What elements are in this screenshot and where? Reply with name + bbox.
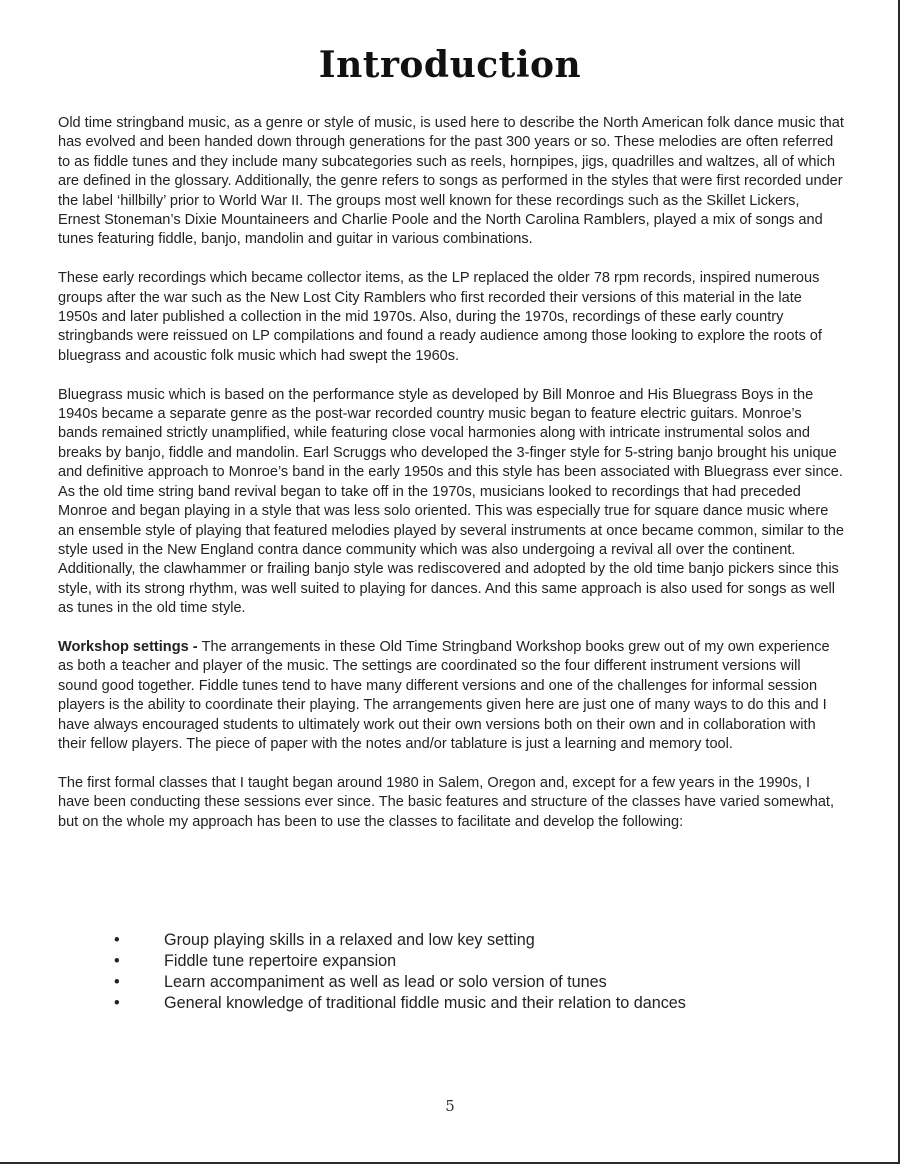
list-item-text: General knowledge of traditional fiddle music and their relation to dances <box>164 994 686 1012</box>
bullet-icon: • <box>114 931 120 949</box>
goals-list <box>108 930 808 1014</box>
list-item <box>108 951 808 972</box>
workshop-settings-label: Workshop settings - <box>58 638 202 655</box>
paragraph-classes: The first formal classes that I taught began around 1980 in Salem, Oregon and, except for a few years in the 1990s, I have been conducting these sessions ever since. The basic features and structure of the classes have varied somewhat, but on the whole my approach has been to use the classes to facilitate and develop the following: <box>58 774 835 830</box>
list-item <box>108 972 808 993</box>
paragraph-intro: Old time stringband music, as a genre or style of music, is used here to describe the North American folk dance music that has evolved and been handed down through generations for the past 300 years or so. These melodies are often referred to as fiddle tunes and they include many subcategories such as reels, hornpipes, jigs, quadrilles and waltzes, all of which are defined in the glossary. Additionally, the genre refers to songs as performed in the styles that were first recorded under the label ‘hillbilly’ prior to World War II. The groups most well known for these recordings such as the Skillet Lickers, Ernest Stoneman’s Dixie Mountaineers and Charlie Poole and the North Carolina Ramblers, played a mix of songs and tunes featuring fiddle, banjo, mandolin and guitar in various combinations. <box>58 115 844 248</box>
paragraph-bluegrass: Bluegrass music which is based on the performance style as developed by Bill Monroe and His Bluegrass Boys in the 1940s became a separate genre as the post-war recorded country music began to feature electric guitars. Monroe’s bands remained strictly unamplified, while featuring close vocal harmonies along with intricate instrumental solos and breaks by banjo, fiddle and mandolin. Earl Scruggs who developed the 3-finger style for 5-string banjo brought his unique and definitive approach to Monroe’s band in the early 1950s and this style has been associated with Bluegrass ever since. As the old time string band revival began to take off in the 1970s, musicians looked to recordings that had preceded Monroe and began playing in a style that was less solo oriented. This was especially true for square dance music where an ensemble style of playing that featured melodies played by several instruments at once became common, similar to the style used in the New England contra dance community which was also undergoing a revival all over the continent. Additionally, the clawhammer or frailing banjo style was rediscovered and adopted by the old time banjo pickers since this style, with its strong rhythm, was well suited to playing for dances. And this same approach is also used for songs as well as tunes in the old time style. <box>58 386 844 617</box>
list-item-text: Group playing skills in a relaxed and low key setting <box>164 931 535 949</box>
list-item-text: Learn accompaniment as well as lead or solo version of tunes <box>164 973 607 991</box>
paragraph-workshop-settings <box>58 638 844 754</box>
workshop-settings-text: The arrangements in these Old Time Stringband Workshop books grew out of my own experience as both a teacher and player of the music. The settings are coordinated so the four different instrument versions will sound good together. Fiddle tunes tend to have many different versions and one of the challenges for informal session players is the ability to coordinate their playing. The arrangements given here are just one of many ways to do this and I have always encouraged students to ultimately work out their own versions both on their own and in collaboration with their fellow players. The piece of paper with the notes and/or tablature is just a learning and memory tool. <box>58 638 830 752</box>
page-number: 5 <box>445 1097 455 1115</box>
bullet-icon: • <box>114 994 120 1012</box>
list-item <box>108 930 808 951</box>
list-item <box>108 993 808 1014</box>
bullet-icon: • <box>114 973 120 991</box>
page-title: Introduction <box>318 44 582 86</box>
body-text <box>58 114 844 851</box>
list-item-text: Fiddle tune repertoire expansion <box>164 952 397 970</box>
bullet-icon: • <box>114 952 120 970</box>
paragraph-early-recordings: These early recordings which became collector items, as the LP replaced the older 78 rpm records, inspired numerous groups after the war such as the New Lost City Ramblers who first recorded their versions of this material in the late 1950s and later published a collection in the mid 1970s. Also, during the 1970s, recordings of these early country stringbands were reissued on LP compilations and found a ready audience among those looking to explore the roots of bluegrass and acoustic folk music which had swept the 1960s. <box>58 270 822 364</box>
